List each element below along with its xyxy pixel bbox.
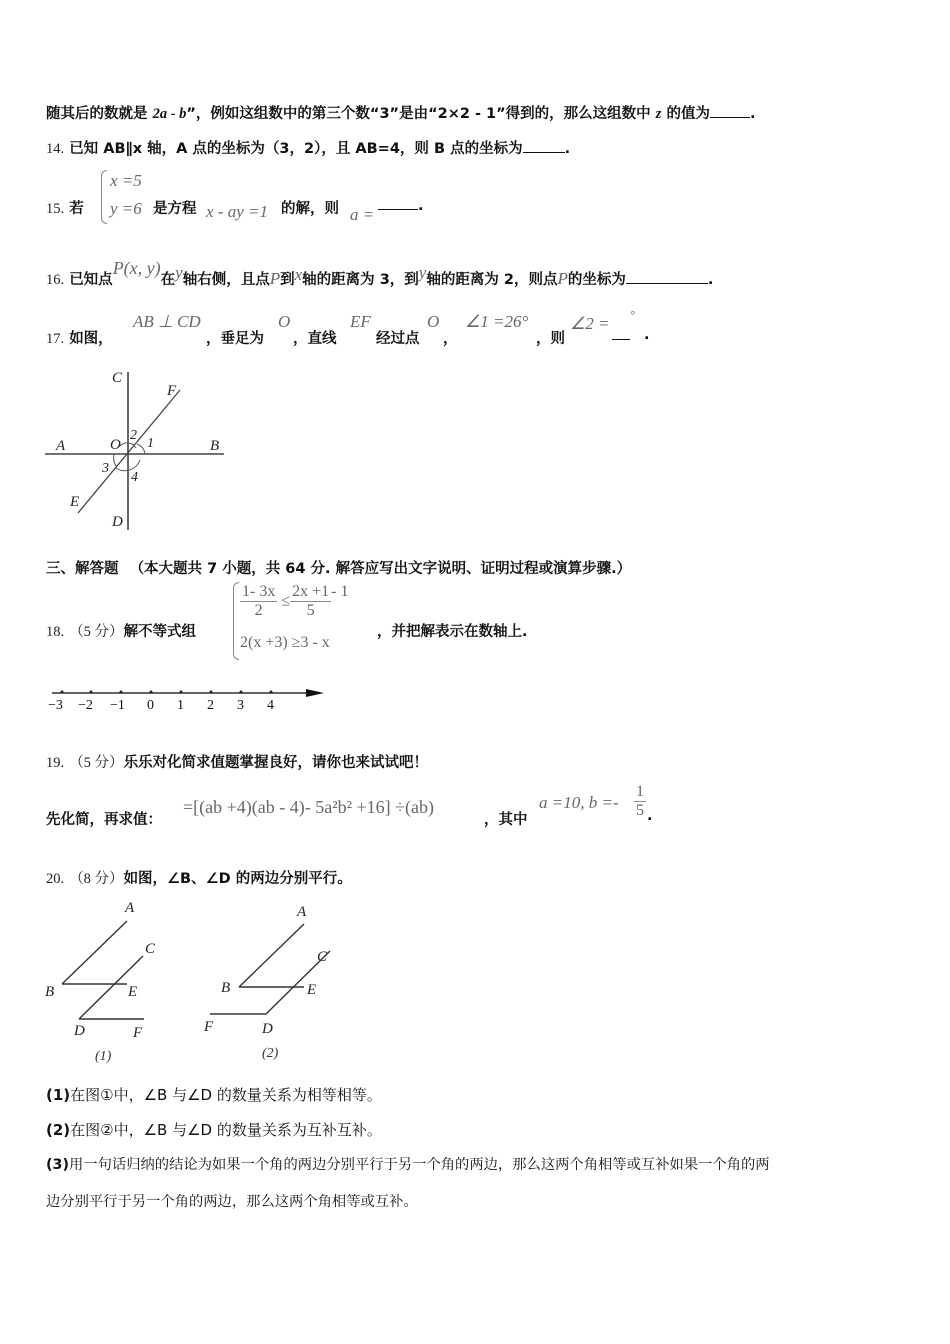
system-brace <box>101 170 107 224</box>
label-1: 1 <box>147 436 154 451</box>
answer-tag: (3) <box>46 1157 70 1173</box>
question-text: 解不等式组 <box>123 624 197 640</box>
question-text: 的坐标为 <box>567 272 626 288</box>
answer-tag: (1) <box>46 1086 71 1104</box>
question-text: ，则 <box>536 331 565 347</box>
q13-text: 的值为 <box>661 106 710 122</box>
system-brace <box>233 582 239 660</box>
question-number: 20. <box>46 871 65 887</box>
answer-blank[interactable] <box>612 327 630 340</box>
score: （5 分） <box>69 624 124 640</box>
svg-text:E: E <box>307 982 317 998</box>
var-y: y <box>175 263 183 282</box>
tick-label: 4 <box>267 698 274 713</box>
var-a: a = <box>350 205 375 224</box>
q13-text: ”，例如这组数中的第三个数“3”是由“2×2 - 1”得到的，那么这组数中 <box>186 106 656 122</box>
answer-blank[interactable] <box>378 197 418 210</box>
var-y: y <box>418 263 427 282</box>
tick-label: 3 <box>237 698 244 713</box>
point-p: P(x, y) <box>112 258 161 278</box>
svg-text:F: F <box>133 1025 143 1041</box>
q13-text: 随其后的数就是 <box>46 106 153 122</box>
label-a: A <box>56 438 66 454</box>
answer-blank[interactable] <box>626 271 708 284</box>
math-o: O <box>427 312 440 331</box>
section-title: 三、解答题 <box>46 561 119 577</box>
svg-text:D: D <box>262 1021 273 1037</box>
question-text: 在 <box>160 272 176 288</box>
answer-2 <box>46 1119 382 1140</box>
figure-intersecting-lines <box>40 360 240 535</box>
question-14 <box>46 137 570 158</box>
q13-var: z <box>655 106 662 122</box>
system-eq-1: x =5 <box>110 171 142 190</box>
question-text: 轴的距离为 3，到 <box>302 272 419 288</box>
answer-text: 用一句话归纳的结论为如果一个角的两边分别平行于另一个角的两边，那么这两个角相等或互补如果一个角的两 <box>69 1157 770 1173</box>
svg-text:B: B <box>45 984 55 1000</box>
question-number: 14. <box>46 141 65 157</box>
question-text: ， <box>443 331 458 347</box>
question-text: ，直线 <box>293 331 337 347</box>
question-text: ，并把解表示在数轴上. <box>377 624 528 640</box>
svg-text:E: E <box>128 984 138 1000</box>
question-text: ，垂足为 <box>206 331 264 347</box>
question-number: 16. <box>46 272 65 288</box>
math-angle1: ∠1 =26° <box>465 312 529 331</box>
svg-text:A: A <box>297 904 307 920</box>
section-note: （本大题共 7 小题，共 64 分. 解答应写出文字说明、证明过程或演算步骤.） <box>129 561 632 577</box>
svg-text:A: A <box>125 900 135 916</box>
tick-label: −2 <box>78 698 93 713</box>
question-text: 已知点 <box>69 272 113 288</box>
q13-tail-line <box>46 102 755 123</box>
answer-text: 边分别平行于另一个角的两边，那么这两个角相等或互补。 <box>46 1194 418 1210</box>
math-angle2: ∠2 = <box>570 314 610 333</box>
answer-tag: (2) <box>46 1121 71 1139</box>
tick-label: −3 <box>48 698 63 713</box>
question-number: 19. <box>46 755 65 771</box>
question-text: 如图，∠B、∠D 的两边分别平行。 <box>123 871 352 887</box>
question-text: 轴右侧，且点 <box>182 272 270 288</box>
arrow-icon <box>306 689 324 697</box>
question-text: 先化简，再求值： <box>46 812 162 828</box>
label-c: C <box>112 370 123 386</box>
tick-label: 1 <box>177 698 184 713</box>
label-b: B <box>210 438 220 454</box>
question-text: 是方程 <box>153 201 197 217</box>
answer-blank[interactable] <box>523 140 565 153</box>
answer-blank[interactable] <box>710 105 750 118</box>
period: . <box>564 141 571 157</box>
q13-expr: 2a - b <box>152 106 187 122</box>
period: . <box>707 272 714 288</box>
answer-text: 在图②中，∠B 与∠D 的数量关系为互补互补。 <box>70 1121 382 1139</box>
question-text: 若 <box>69 201 84 217</box>
system-eq-2: y =6 <box>110 199 142 218</box>
period: . <box>647 808 653 824</box>
math-perp: AB ⊥ CD <box>133 312 201 331</box>
label-3: 3 <box>102 461 109 476</box>
answer-3-line-1 <box>46 1154 770 1174</box>
label-o: O <box>110 437 121 453</box>
fraction: 1 5 <box>636 783 644 819</box>
question-number: 18. <box>46 624 65 640</box>
svg-text:(2): (2) <box>262 1046 279 1061</box>
question-text: 经过点 <box>376 331 420 347</box>
question-text: ，其中 <box>484 812 528 828</box>
expression: =[(ab +4)(ab - 4)- 5a²b² +16] ÷(ab) <box>183 797 435 817</box>
svg-text:C: C <box>145 941 156 957</box>
question-text: 的解，则 <box>281 201 339 217</box>
label-2: 2 <box>130 428 137 443</box>
label-d: D <box>112 514 123 530</box>
svg-text:C: C <box>317 949 328 965</box>
score: （8 分） <box>69 871 124 887</box>
question-number: 17. <box>46 331 65 347</box>
question-text: 如图， <box>69 331 113 347</box>
equation: x - ay =1 <box>206 202 268 221</box>
tick-label: 2 <box>207 698 214 713</box>
svg-text:F: F <box>204 1019 214 1035</box>
question-text: 到 <box>280 272 295 288</box>
inequality-2: 2(x +3) ≥3 - x <box>240 634 330 651</box>
inequality-1: $\frac{1- 3x}{2}$ ≤ $\frac{2x +1}{5}$ - 1 <box>242 582 349 619</box>
tick-label: −1 <box>110 698 125 713</box>
period: . <box>749 106 756 122</box>
var-x: x <box>294 265 303 284</box>
condition: a =10, b =- <box>539 793 619 812</box>
svg-text:(1): (1) <box>95 1049 112 1064</box>
period: . <box>644 327 650 343</box>
label-e: E <box>70 494 80 510</box>
svg-text:D: D <box>74 1023 85 1039</box>
math-o: O <box>278 312 291 331</box>
figure-2-parallel-angles <box>200 895 350 1070</box>
var-p: P <box>269 269 281 288</box>
label-f: F <box>167 383 177 399</box>
answer-text: 在图①中，∠B 与∠D 的数量关系为相等相等。 <box>70 1086 382 1104</box>
label-4: 4 <box>131 470 138 485</box>
math-ef: EF <box>350 312 371 331</box>
question-text: 轴的距离为 2，则点 <box>426 272 558 288</box>
question-text: 已知 AB∥x 轴，A 点的坐标为（3，2），且 AB=4，则 B 点的坐标为 <box>69 141 523 157</box>
var-p: P <box>557 269 568 288</box>
question-text: 乐乐对化简求值题掌握良好，请你也来试试吧！ <box>123 755 429 771</box>
period: . <box>418 198 424 214</box>
degree-sign: ° <box>630 308 635 322</box>
answer-3-line-2 <box>46 1191 418 1211</box>
svg-text:B: B <box>221 980 231 996</box>
tick-label: 0 <box>147 698 154 713</box>
score: （5 分） <box>69 755 124 771</box>
number-line-labels <box>40 698 340 718</box>
answer-1 <box>46 1084 382 1105</box>
section-3-header <box>46 557 631 578</box>
figure-1-parallel-angles <box>40 895 170 1070</box>
question-number: 15. <box>46 201 65 217</box>
